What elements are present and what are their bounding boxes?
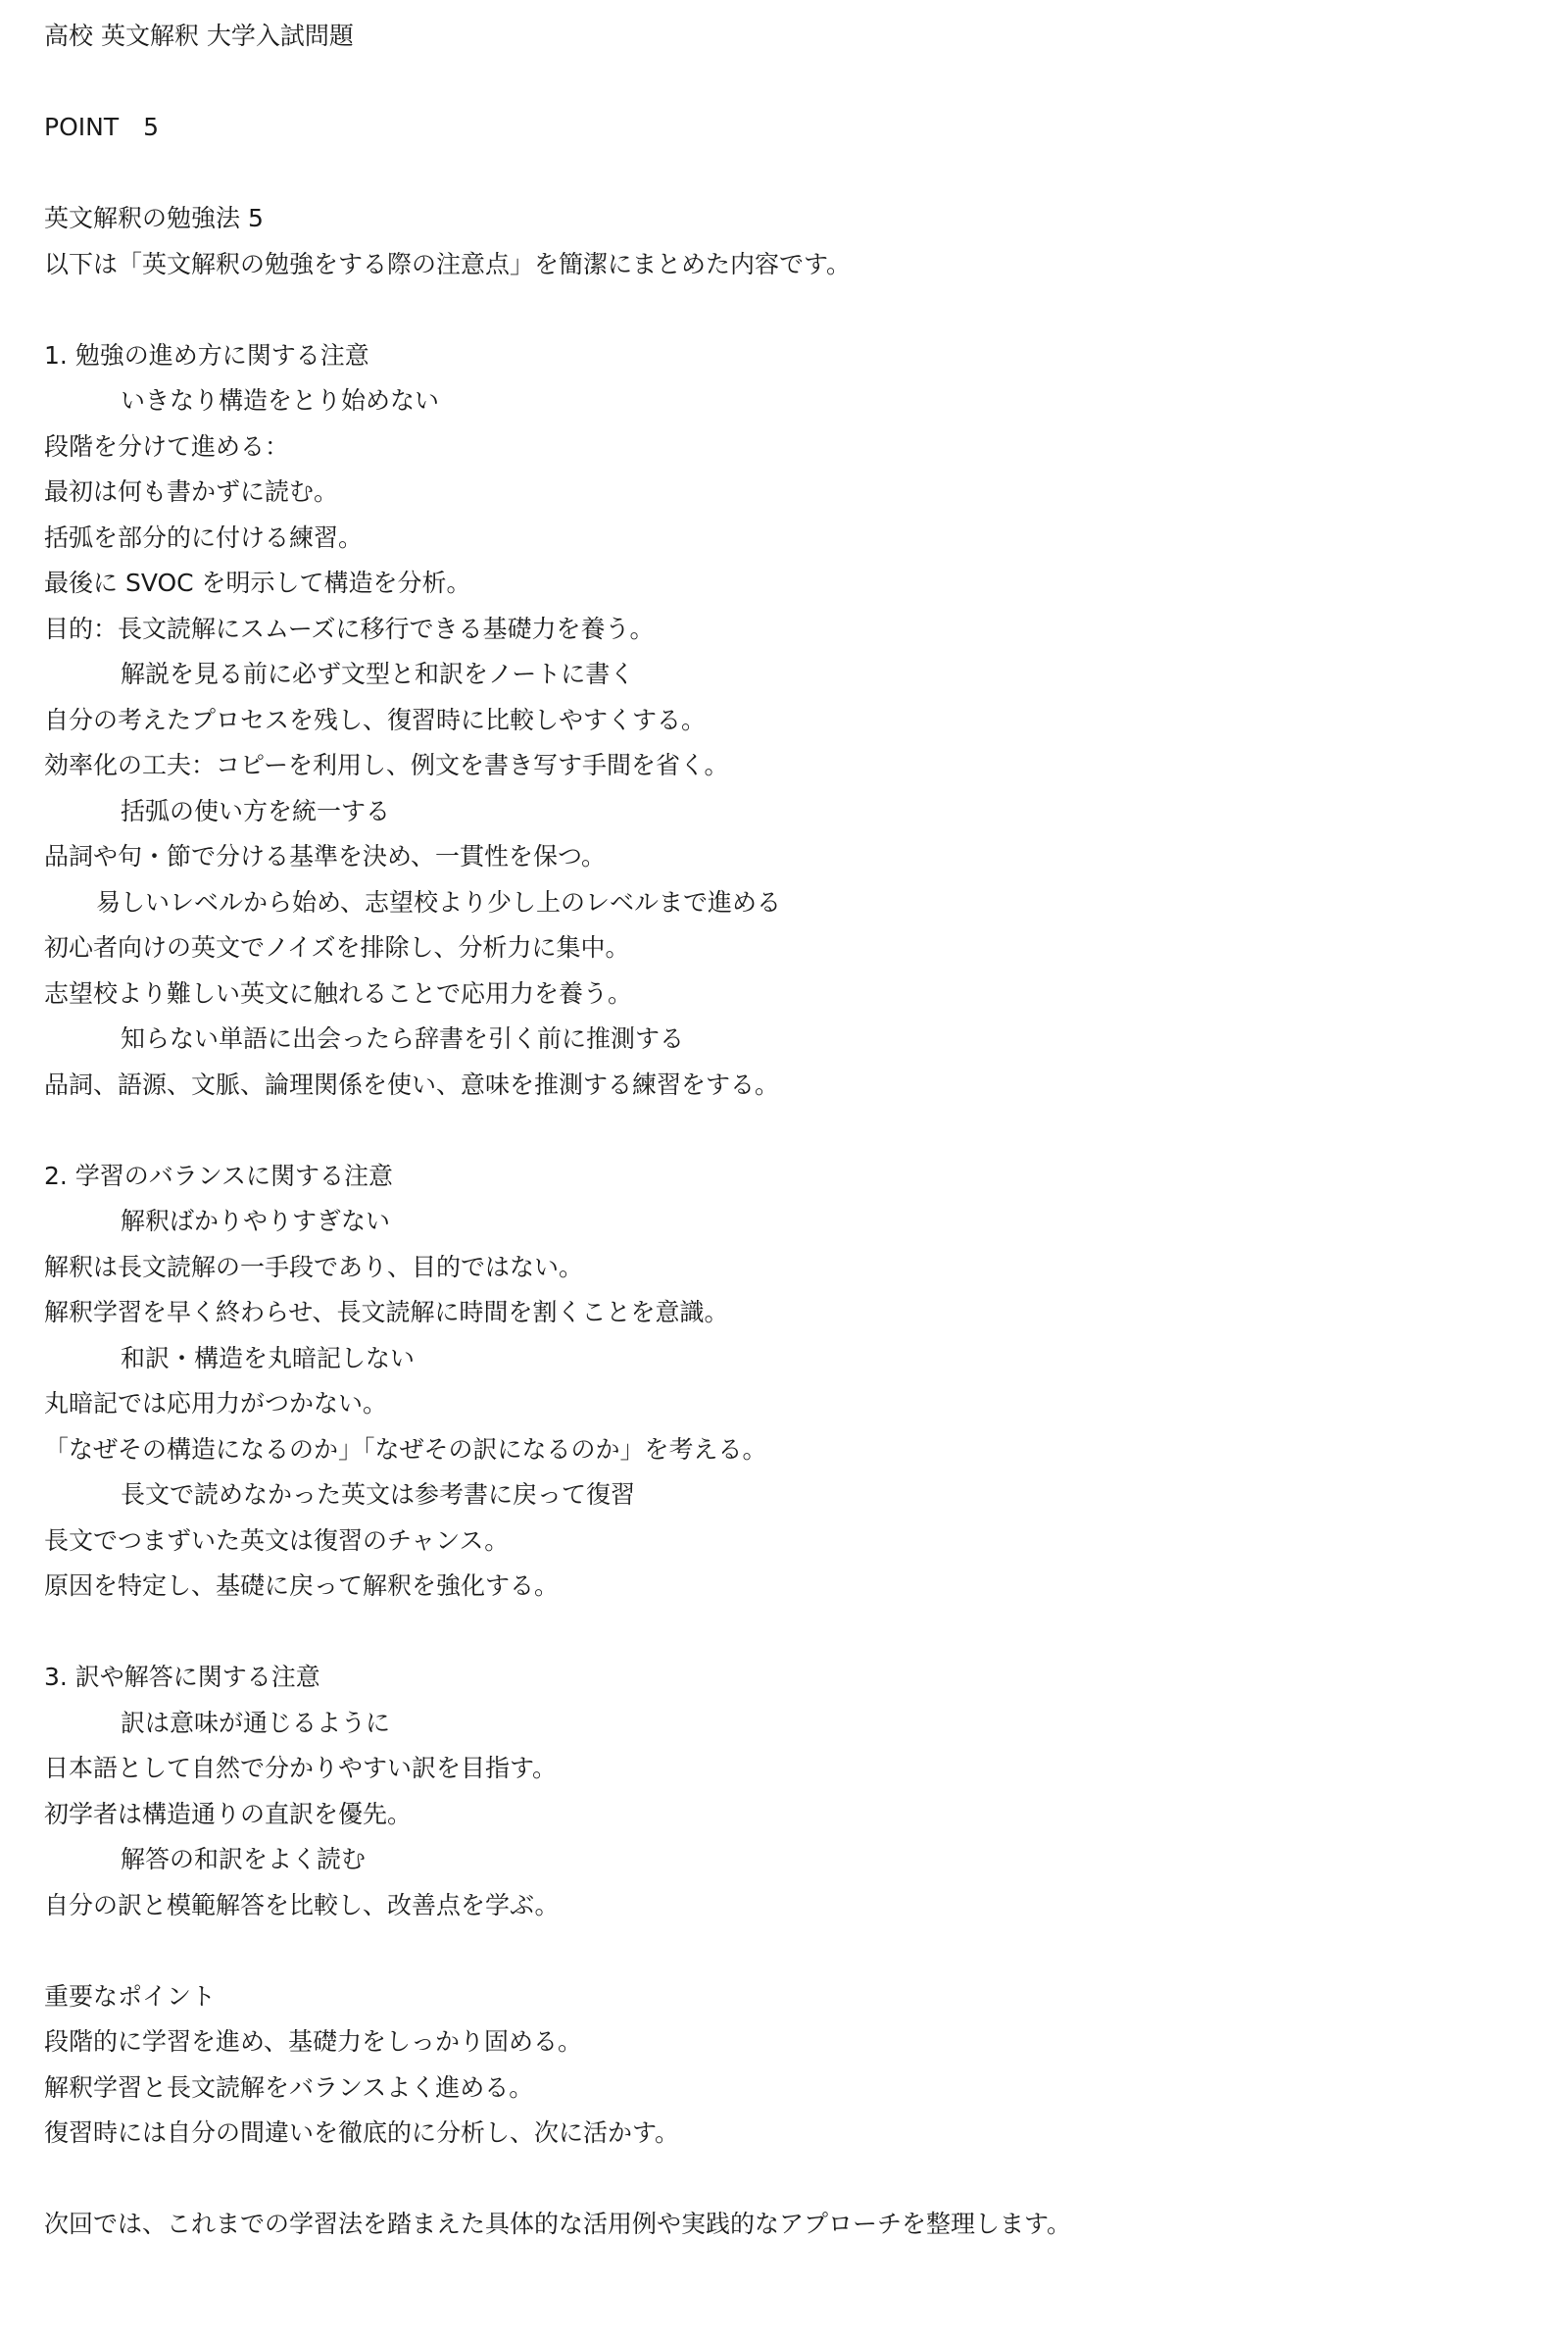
section3-subheading: 解答の和訳をよく読む: [121, 1845, 367, 1873]
blank-line: [44, 1108, 1524, 1154]
section2-line: 「なぜその構造になるのか」「なぜその訳になるのか」を考える。: [44, 1434, 767, 1464]
section2-line: 丸暗記では応用力がつかない。: [44, 1389, 388, 1418]
section1-subheading: 知らない単語に出会ったら辞書を引く前に推測する: [121, 1024, 685, 1053]
intro-summary: 以下は「英文解釈の勉強をする際の注意点」を簡潔にまとめた内容です。: [44, 249, 852, 278]
section1-line: 効率化の工夫：コピーを利用し、例文を書き写す手間を省く。: [44, 751, 729, 779]
document-page: [44, 14, 1524, 2248]
section1-line: 目的：長文読解にスムーズに移行できる基礎力を養う。: [44, 614, 655, 643]
section2-heading: 2. 学習のバランスに関する注意: [44, 1161, 394, 1190]
section2-line: 解釈は長文読解の一手段であり、目的ではない。: [44, 1252, 584, 1281]
section2-subheading: 長文で読めなかった英文は参考書に戻って復習: [121, 1480, 636, 1509]
key-point-line: 解釈学習と長文読解をバランスよく進める。: [44, 2072, 534, 2102]
intro-heading: 英文解釈の勉強法 5: [44, 204, 264, 232]
section2-line: 長文でつまずいた英文は復習のチャンス。: [44, 1525, 510, 1555]
blank-line: [44, 60, 1524, 106]
closing-text: 次回では、これまでの学習法を踏まえた具体的な活用例や実践的なアプローチを整理します。: [44, 2210, 1072, 2238]
section1-line: 初心者向けの英文でノイズを排除し、分析力に集中。: [44, 933, 630, 962]
section2-line: 原因を特定し、基礎に戻って解釈を強化する。: [44, 1571, 560, 1600]
section1-line: 最初は何も書かずに読む。: [44, 477, 339, 506]
section1-line: 段階を分けて進める：: [44, 431, 290, 461]
section2-subheading: 和訳・構造を丸暗記しない: [121, 1343, 416, 1372]
section3-heading: 3. 訳や解答に関する注意: [44, 1663, 320, 1691]
section1-line: 自分の考えたプロセスを残し、復習時に比較しやすくする。: [44, 705, 707, 734]
section2-subheading: 解釈ばかりやりすぎない: [121, 1207, 391, 1235]
point-label: POINT 5: [44, 113, 160, 141]
section1-subheading: 易しいレベルから始め、志望校より少し上のレベルまで進める: [96, 887, 782, 917]
section1-subheading: 括弧の使い方を統一する: [121, 796, 391, 825]
blank-line: [44, 1610, 1524, 1656]
section1-subheading: 解説を見る前に必ず文型と和訳をノートに書く: [121, 660, 635, 688]
section1-line: 志望校より難しい英文に触れることで応用力を養う。: [44, 978, 633, 1008]
blank-line: [44, 2157, 1524, 2203]
section2-line: 解釈学習を早く終わらせ、長文読解に時間を割くことを意識。: [44, 1298, 729, 1326]
blank-line: [44, 151, 1524, 197]
section1-line: 括弧を部分的に付ける練習。: [44, 523, 364, 552]
section1-line: 品詞や句・節で分ける基準を決め、一貫性を保つ。: [44, 842, 607, 871]
section3-subheading: 訳は意味が通じるように: [121, 1708, 391, 1737]
section3-line: 初学者は構造通りの直訳を優先。: [44, 1799, 413, 1828]
blank-line: [44, 287, 1524, 333]
section1-heading: 1. 勉強の進め方に関する注意: [44, 340, 369, 370]
section1-subheading: いきなり構造をとり始めない: [121, 386, 440, 415]
section1-line: 最後に SVOC を明示して構造を分析。: [44, 569, 471, 597]
key-point-line: 復習時には自分の間違いを徹底的に分析し、次に活かす。: [44, 2118, 680, 2147]
document-title: 高校 英文解釈 大学入試問題: [44, 22, 354, 50]
key-points-heading: 重要なポイント: [44, 1981, 217, 2011]
section3-line: 日本語として自然で分かりやすい訳を目指す。: [44, 1754, 558, 1782]
blank-line: [44, 1928, 1524, 1974]
section1-line: 品詞、語源、文脈、論理関係を使い、意味を推測する練習をする。: [44, 1070, 780, 1099]
section3-line: 自分の訳と模範解答を比較し、改善点を学ぶ。: [44, 1890, 560, 1919]
key-point-line: 段階的に学習を進め、基礎力をしっかり固める。: [44, 2027, 583, 2056]
